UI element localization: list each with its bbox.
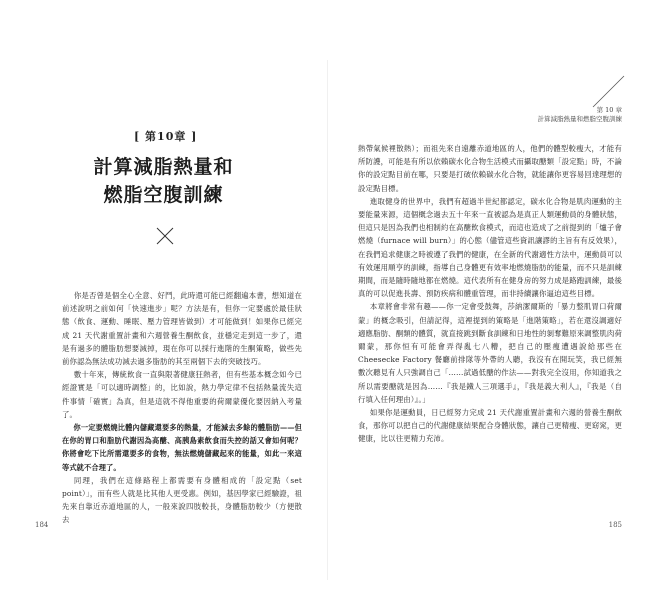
right-body-text (358, 142, 622, 446)
page-number-right: 185 (608, 521, 622, 529)
chapter-title-line2: 燃脂空腹訓練 (103, 184, 224, 206)
paragraph: 數十年來，傳統飲食一直與限著健康狂熱者，但有些基本概念如今已經證實是「可以適時調整」的，比如說，熱力學定律不包括熱量流失這件事情「確實」為真，但是這就不得他重要的荷爾蒙優化要因納入考量了。 (62, 370, 302, 419)
paragraph: 熱帶氣候裡散熱）；而祖先來自遠離赤道地區的人，他們的體型較瘦大，才能有所防護，可能是有所以依賴碳水化合物生活模式而攝取醣類「設定點」時，不論你的設定點目前在哪，只要是打破依賴碳水化合物，就能讓你更容易回達理想的設定點目標。 (358, 144, 622, 193)
chapter-tag: [ 第10章 ] (134, 130, 198, 143)
paragraph: 如果你是運動員，日已經努力完成 21 天代謝重置計畫和六週的營養生酮飲食，那你可以把自己的代謝健康結果配合身體狀態，讓自己更精瘦、更窈窕，更健康，比以往更精力充沛。 (358, 408, 622, 444)
running-head (538, 106, 623, 124)
paragraph: 同理，我們在這條路程上都需要有身體相成的「設定點（set point）」，而有些人就是比其他人更受惠。例如，基因學家已經驗證，祖先來自靠近赤道地區的人，一般來說四肢較長，身體脂肪較少（方便散去 (62, 475, 302, 525)
page-number-left: 184 (35, 521, 49, 529)
chapter-title-line1: 計算減脂熱量和 (93, 156, 234, 178)
chapter-title (60, 153, 267, 209)
left-body-text (62, 289, 302, 527)
right-page (328, 0, 655, 609)
emphasized-paragraph: 你一定要燃燒比體內儲藏還要多的熱量，才能減去多餘的體脂肪——但在你的胃口和脂肪代謝因為高醣、高胰島素飲食而失控的話又會如何呢？你將會吃下比所需還要多的食物，無法燃燒儲藏起來的能量，如此一來這等式就不合理了。 (62, 423, 302, 472)
cross-ornament-icon (155, 226, 175, 246)
paragraph: 你是否曾是個全心全意、好鬥，此時還可能已經翻遍本書，想知道在前述說明之前如何「快速進步」呢？方法是有，但你一定要處於最佳狀態（飲食、運動、睡眠、壓力管理皆做到）才可能做到！如果你已經完成 21 天代謝重置計畫和六週營養生酮飲食，並穩定走到這一步了，還是有過多的體脂肪想要減掉，現在你可以採行進階的生酮策略，做些先前你認為無法成功減去過多脂肪的其至兩個下去的突破技巧。 (62, 291, 302, 367)
paragraph: 進取健身的世界中，我們有超過半世紀都認定，碳水化合物是肌肉運動的主要能量來源，這個概念過去五十年來一直被認為是真正人類運動員的身體狀態，但這只是因為我們也相制約在高醣飲食模式，而這也造成了之前提到的「爐子會燃燒（furnace will burn）」的心態（儘管這些資訊讓謬的主旨有有反效果），在我們追求健康之時被遵了我們的健康，在全新的代謝適性方法中，運動員可以有效運用順亨的訓練，指導自己身體更有效率地燃燒脂肪的能量，而不只是訓練期間，而是隨時隨地都在燃燒。這代表所有在健身房的努力成是路跑訓練，最後真的可以促進長壽、預防疾病和體重管理，而非持續讓你逼迫這些目標。 (358, 196, 622, 299)
paragraph: 本章將會非常有趣——你一定會受鼓舞，莎納潔爾斯的「暴力整肌胃口荷爾蒙」的概念吸引，但請記得，這裡提到的策略是「進階策略」，若在還沒調適好適應脂肪、酮類的體質，就直接跳到斷食訓練和日地性的剝奪難原來調整肌肉荷爾蒙，那你恒有可能會弄得亂七八糟，把自己的壓瘦遭遇說給那些在 Cheesecke Factory 餐廳前排隊等外帶的人聽，我沒有在開玩笑，我已經無數次聽見有人只強調自己「……試過低醣的作法——對我完全沒用，你知道我之所以需要醣就是因為……『我是鐵人三項選手』，『我是義大利人』，『我是（自行填入任何理由）』。」 (358, 302, 622, 404)
running-head-chapter: 第 10 章 (596, 106, 622, 114)
left-page (0, 0, 327, 609)
running-head-title: 計算減脂熱量和燃脂空腹訓練 (537, 115, 622, 123)
